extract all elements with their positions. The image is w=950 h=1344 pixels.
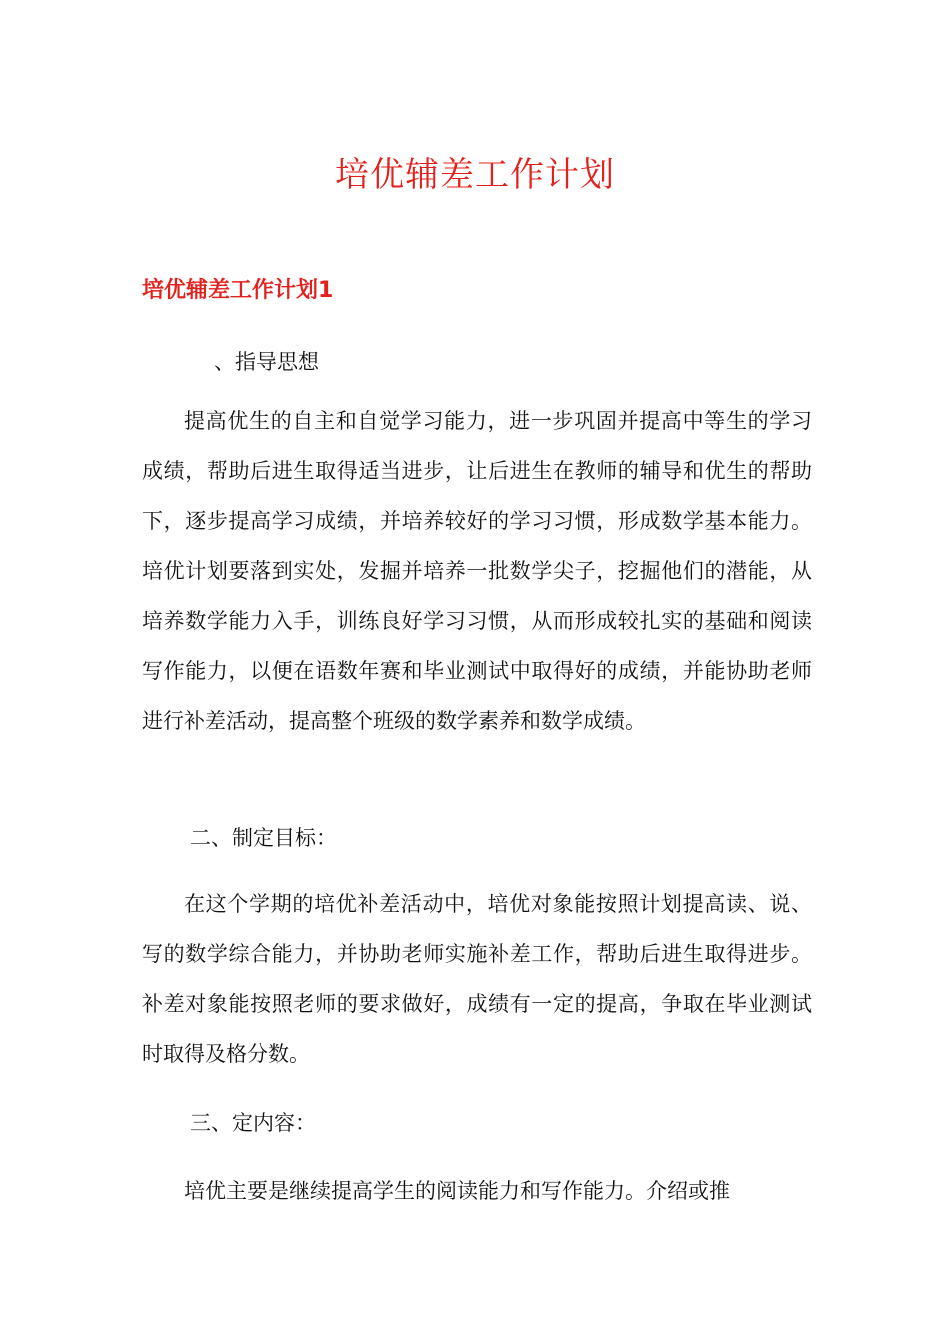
paragraph-set-goals: 在这个学期的培优补差活动中，培优对象能按照计划提高读、说、写的数学综合能力，并协助老师实施补差工作，帮助后进生取得进步。补差对象能按照老师的要求做好，成绩有一定的提高，争取在毕业测试时取得及格分数。 — [142, 892, 812, 1066]
paragraph-set-content: 培优主要是继续提高学生的阅读能力和写作能力。介绍或推 — [184, 1179, 730, 1203]
document-title: 培优辅差工作计划 — [335, 155, 615, 195]
paragraph-guiding-ideology: 提高优生的自主和自觉学习能力，进一步巩固并提高中等生的学习成绩，帮助后进生取得适当进步，让后进生在教师的辅导和优生的帮助下，逐步提高学习成绩，并培养较好的学习习惯，形成数学基本能力。培优计划要落到实处，发掘并培养一批数学尖子，挖掘他们的潜能，从培养数学能力入手，训练良好学习习惯，从而形成较扎实的基础和阅读写作能力，以便在语数年赛和毕业测试中取得好的成绩，并能协助老师进行补差活动，提高整个班级的数学素养和数学成绩。 — [142, 409, 812, 733]
heading-guiding-ideology: 、指导思想 — [214, 350, 319, 374]
heading-set-content: 三、定内容： — [190, 1111, 316, 1135]
heading-set-goals: 二、制定目标： — [190, 826, 337, 850]
section-heading: 培优辅差工作计划1 — [142, 278, 334, 303]
